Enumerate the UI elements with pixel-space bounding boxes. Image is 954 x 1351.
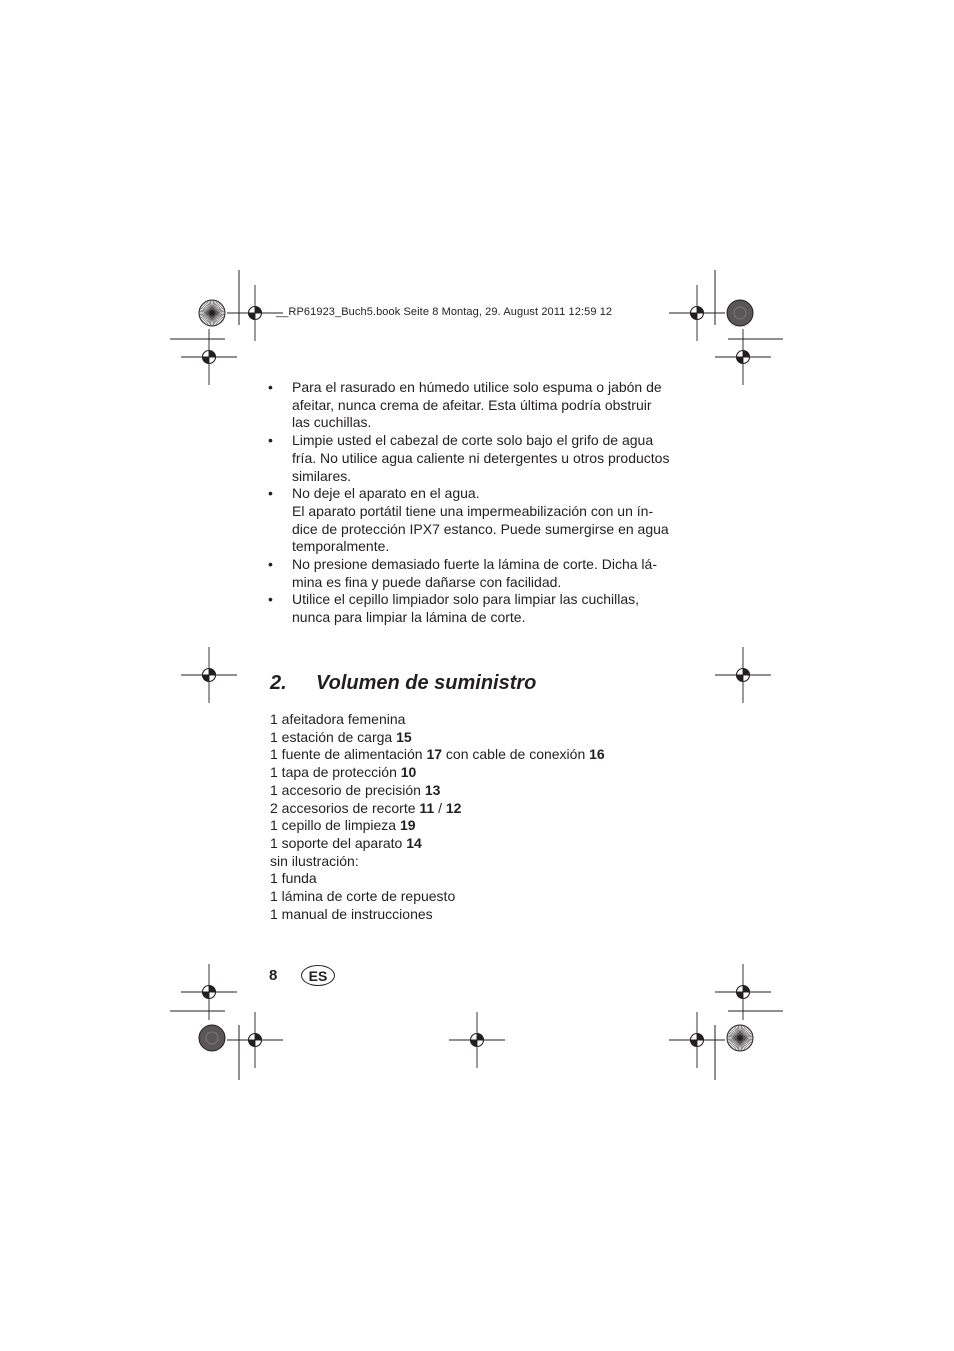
color-wheel-icon — [727, 1025, 753, 1051]
list-item — [270, 746, 690, 764]
registration-mark-icon — [715, 647, 771, 703]
item-text: 1 tapa de protección — [270, 764, 401, 781]
item-text: 1 cepillo de limpieza — [270, 817, 400, 834]
part-reference: 11 — [419, 799, 435, 816]
density-patch-icon — [199, 1025, 225, 1051]
part-reference: 15 — [396, 728, 412, 745]
list-item — [270, 870, 690, 888]
part-reference: 17 — [426, 746, 443, 763]
item-text: / — [434, 799, 446, 816]
bullet-symbol: • — [268, 591, 273, 608]
item-text: 2 accesorios de recorte — [270, 799, 420, 816]
registration-mark-icon — [227, 285, 283, 341]
list-item-text: Utilice el cepillo limpiador solo para limpiar las cuchillas, nunca para limpiar la lámina de corte. — [292, 591, 640, 626]
item-text: 1 fuente de alimentación — [270, 746, 427, 763]
page-number: 8 — [269, 967, 278, 984]
list-item — [270, 906, 690, 924]
list-item — [270, 853, 690, 871]
list-item-text: No presione demasiado fuerte la lámina de corte. Dicha lámina es fina y puede dañarse con facilidad. — [292, 556, 657, 590]
registration-mark-icon — [715, 964, 771, 1020]
list-item — [270, 835, 690, 853]
list-item — [268, 591, 670, 626]
item-text: 1 estación de carga — [270, 728, 397, 745]
list-item-text: El aparato portátil tiene una impermeabilización con un índice de protección IPX7 estanco. Puede sumergirse en agua temporalmente. — [292, 502, 669, 555]
list-item — [270, 729, 690, 747]
language-badge — [301, 965, 335, 986]
list-item-text: Limpie usted el cabezal de corte solo bajo el grifo de agua fría. No utilice agua caliente ni detergentes u otros productos similares. — [292, 432, 670, 484]
part-reference: 10 — [400, 764, 417, 781]
part-reference: 16 — [589, 746, 605, 763]
section-number: 2. — [270, 672, 287, 694]
item-text: 1 soporte del aparato — [270, 834, 407, 851]
item-text: 1 manual de instrucciones — [270, 905, 433, 922]
bullet-symbol: • — [268, 379, 273, 395]
instructions-list — [268, 379, 670, 627]
list-item — [268, 432, 670, 485]
list-item — [270, 817, 690, 835]
section-heading — [270, 672, 536, 695]
item-text: 1 lámina de corte de repuesto — [270, 888, 456, 905]
registration-mark-icon — [449, 1012, 505, 1068]
item-text: 1 afeitadora femenina — [270, 711, 406, 727]
density-patch-icon — [727, 300, 753, 326]
item-text: 1 funda — [270, 870, 317, 887]
list-item — [268, 379, 670, 432]
registration-mark-icon — [227, 1012, 283, 1068]
list-item — [268, 556, 670, 591]
part-reference: 13 — [424, 781, 441, 798]
print-slug: __RP61923_Buch5.book Seite 8 Montag, 29. August 2011 12:59 12 — [276, 306, 613, 318]
part-reference: 12 — [445, 799, 462, 816]
list-item — [268, 485, 670, 556]
part-reference: 19 — [399, 817, 416, 834]
section-title: Volumen de suministro — [316, 672, 537, 694]
bullet-symbol: • — [268, 485, 273, 502]
list-item — [270, 782, 690, 800]
list-item — [270, 800, 690, 818]
registration-mark-icon — [669, 1012, 725, 1068]
bullet-symbol: • — [268, 432, 273, 449]
list-item-text: No deje el aparato en el agua. — [292, 485, 480, 502]
bullet-symbol: • — [268, 556, 273, 573]
registration-mark-icon — [181, 647, 237, 703]
item-text: con cable de conexión — [442, 746, 590, 763]
registration-mark-icon — [715, 329, 771, 385]
supply-list — [270, 711, 690, 923]
list-item — [270, 764, 690, 782]
registration-mark-icon — [181, 329, 237, 385]
color-wheel-icon — [199, 300, 225, 326]
list-item — [270, 888, 690, 906]
registration-mark-icon — [181, 964, 237, 1020]
part-reference: 14 — [406, 834, 422, 851]
registration-mark-icon — [669, 285, 725, 341]
item-text: 1 accesorio de precisión — [270, 781, 425, 798]
list-item-text: Para el rasurado en húmedo utilice solo espuma o jabón de afeitar, nunca crema de afeitar. Esta última podría obstruir las cuchillas. — [292, 379, 662, 431]
language-code: ES — [308, 967, 328, 984]
item-text: sin ilustración: — [270, 852, 359, 869]
list-item — [270, 711, 690, 729]
